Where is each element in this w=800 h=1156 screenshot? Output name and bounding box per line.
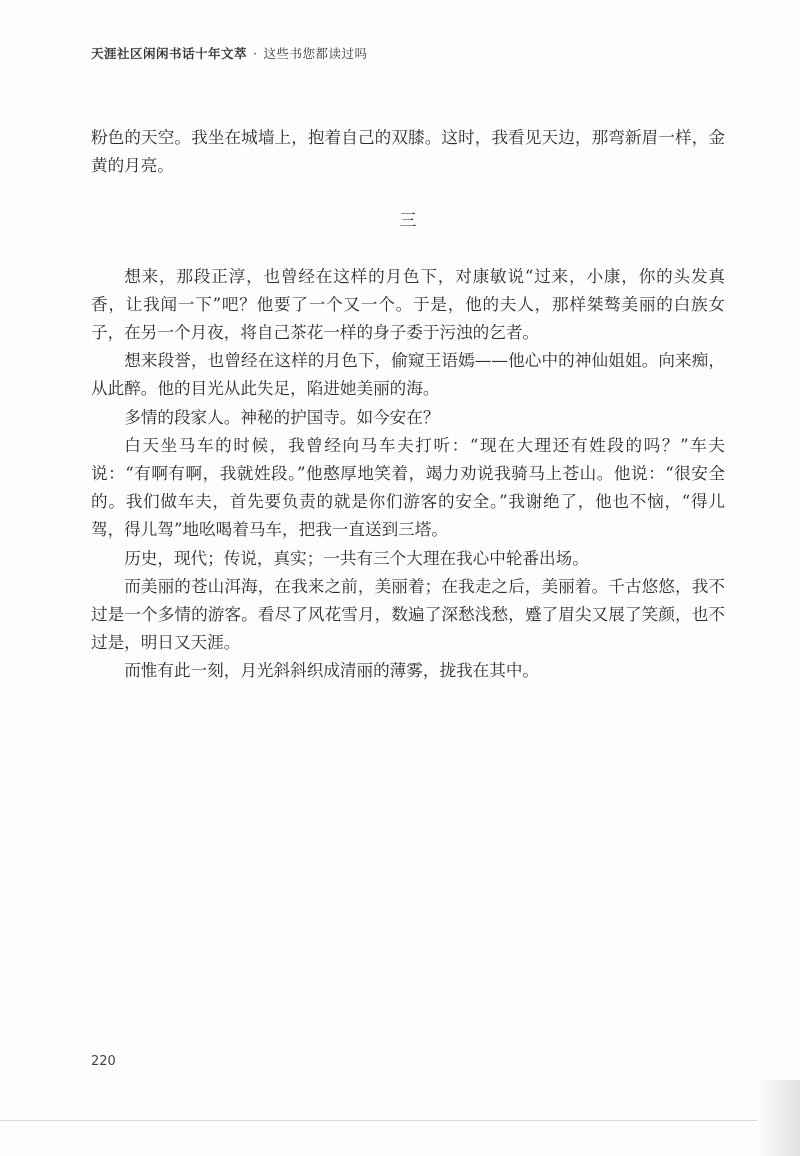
page-number: 220 — [91, 1054, 116, 1069]
paragraph-continued: 粉色的天空。我坐在城墙上，抱着自己的双膝。这时，我看见天边，那弯新眉一样，金黄的月亮。 — [91, 128, 725, 176]
paragraph: 白天坐马车的时候，我曾经向马车夫打听：“现在大理还有姓段的吗？”车夫说：“有啊有啊，我就姓段。”他憨厚地笑着，竭力劝说我骑马上苍山。他说：“很安全的。我们做车夫，首先要负责的就是你们游客的安全。”我谢绝了，他也不恼，“得儿驾，得儿驾”地吆喝着马车，把我一直送到三塔。 — [91, 435, 725, 540]
header-separator: · — [253, 46, 258, 61]
book-title: 天涯社区闲闲书话十年文萃 — [91, 46, 248, 61]
body-text — [91, 124, 725, 686]
paragraph: 而美丽的苍山洱海，在我来之前，美丽着；在我走之后，美丽着。千古悠悠，我不过是一个多情的游客。看尽了风花雪月，数遍了深愁浅愁，蹙了眉尖又展了笑颜，也不过是，明日又天涯。 — [91, 576, 725, 653]
running-header — [91, 44, 368, 62]
paragraph: 想来，那段正淳，也曾经在这样的月色下，对康敏说“过来，小康，你的头发真香，让我闻一下”吧？他要了一个又一个。于是，他的夫人，那样桀骜美丽的白族女子，在另一个月夜，将自己茶花一样的身子委于污浊的乞者。 — [91, 266, 725, 343]
paragraph: 想来段誉，也曾经在这样的月色下，偷窥王语嫣——他心中的神仙姐姐。向来痴，从此醉。他的目光从此失足，陷进她美丽的海。 — [91, 351, 725, 399]
paragraph: 历史，现代；传说，真实；一共有三个大理在我心中轮番出场。 — [124, 548, 589, 568]
page-bottom-edge — [0, 1120, 800, 1121]
paragraph: 而惟有此一刻，月光斜斜织成清丽的薄雾，拢我在其中。 — [124, 661, 540, 681]
scan-shadow — [757, 1080, 800, 1156]
section-title: 这些书您都读过吗 — [263, 46, 368, 61]
paragraph: 多情的段家人。神秘的护国寺。如今安在？ — [124, 407, 440, 427]
section-number: 三 — [399, 211, 417, 232]
